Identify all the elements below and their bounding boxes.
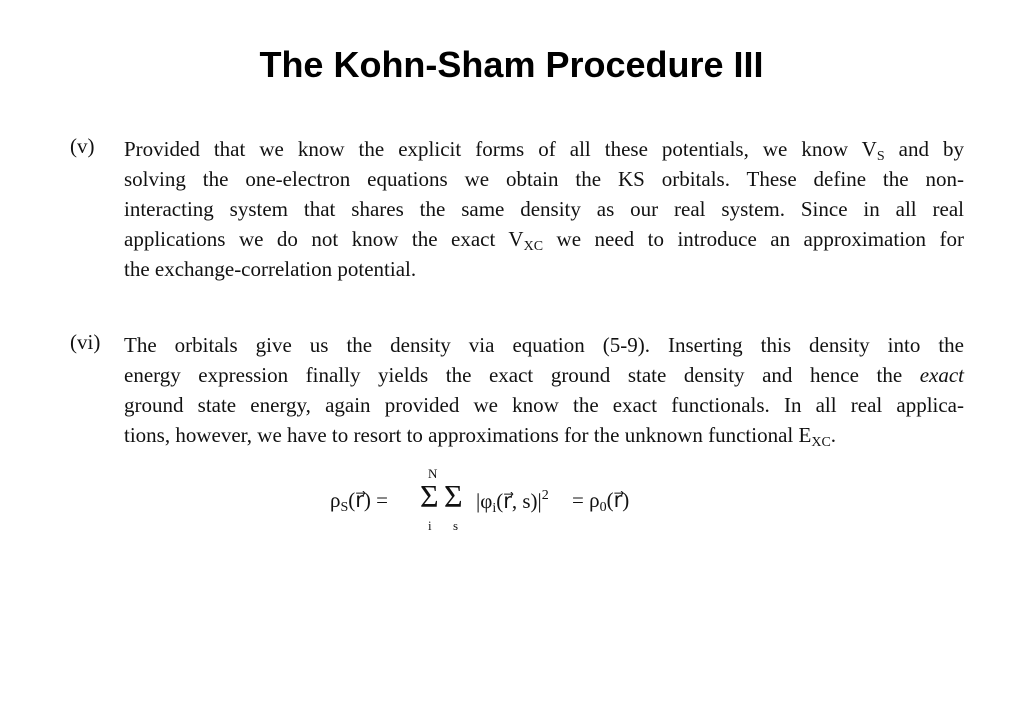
text-line: the exchange-correlation potential. — [124, 257, 417, 281]
sum-symbol: Σ — [420, 478, 439, 514]
sum-lower-limit: i — [428, 518, 432, 533]
text-line: applications we do not know the exact $V_{XC}$ we need to introduce an approximation for — [124, 227, 965, 254]
text-line: Provided that we know the explicit forms of all these potentials, we know $V_S$ and by — [124, 137, 964, 164]
text-line: solving the one-electron equations we obtain the KS orbitals. These define the non- — [124, 167, 964, 191]
orbital-term: $|\varphi_i(r⃗$, $s)|^2$ — [476, 488, 549, 516]
text-line: ground state energy, again provided we know the exact functionals. In all real applica- — [124, 393, 964, 417]
sum-lower-limit: s — [453, 518, 459, 533]
paragraph-text — [124, 134, 964, 284]
lhs: $\rho_S(r⃗)$ = — [330, 488, 388, 515]
text-line: tions, however, we have to resort to approximations for the unknown functional $E_{XC}$. — [124, 423, 837, 450]
density-equation — [330, 466, 690, 540]
paragraph-text — [124, 330, 964, 450]
sum-symbol: Σ — [444, 478, 463, 514]
item-label: (vi) — [70, 330, 101, 354]
text-line: energy expression finally yields the exact ground state density and hence the exact — [124, 363, 964, 387]
text-line: The orbitals give us the density via equation (5-9). Inserting this density into the — [124, 333, 964, 357]
slide-title: The Kohn-Sham Procedure III — [259, 44, 764, 85]
item-label: (v) — [70, 134, 95, 158]
rhs: = $\rho_0(r⃗)$ — [572, 488, 630, 515]
text-line: interacting system that shares the same density as our real system. Since in all real — [124, 197, 964, 221]
sum-upper-limit: N — [428, 466, 438, 481]
